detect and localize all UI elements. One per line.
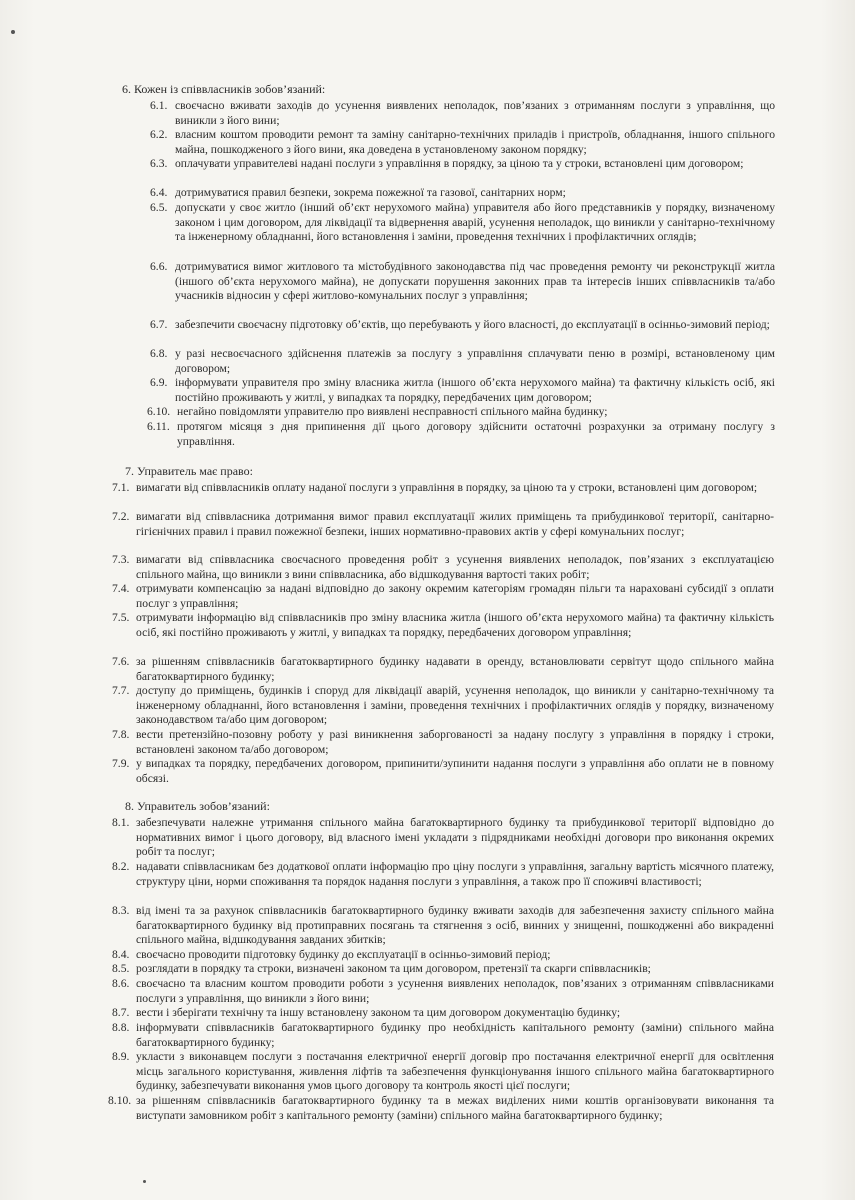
item-number: 6.10. — [147, 405, 171, 418]
item-number: 7.6. — [112, 655, 130, 668]
item-number: 7.2. — [112, 510, 130, 523]
item-number: 6.7. — [150, 318, 168, 331]
list-item: від імені та за рахунок співвласників багатоквартирного будинку вживати заходів для забезпечення захисту спільного майна багатоквартирного будинку від протиправних посягань та стягнення з осіб, винних у знищенні, пошкодженні або викраденні спільного майна, відшкодування завданих збитків; — [136, 904, 774, 947]
list-item: за рішенням співвласників багатоквартирного будинку та в межах виділених ними коштів організовувати виконання та виступати замовником робіт з капітального ремонту (заміни) спільного майна багатоквартирного будинку; — [136, 1094, 774, 1122]
list-item: інформувати співвласників багатоквартирного будинку про необхідність капітального ремонту (заміни) спільного майна багатоквартирного будинку; — [136, 1021, 774, 1049]
list-item: дотримуватися вимог житлового та містобудівного законодавства під час проведення ремонту чи реконструкції житла (іншого об’єкта нерухомого майна), не допускати порушення законних прав та інтересів інших співвласників та/або учасників відносин у сфері житлово-комунальних послуг з управління; — [175, 260, 775, 303]
list-item: протягом місяця з дня припинення дії цього договору здійснити остаточні розрахунки за отриману послугу з управління. — [177, 420, 775, 448]
list-item: отримувати компенсацію за надані відповідно до закону окремим категоріям громадян пільги та нараховані субсидії з оплати послуг з управління; — [136, 582, 774, 610]
item-number: 8.8. — [112, 1021, 130, 1034]
item-number: 6.4. — [150, 186, 168, 199]
list-item: інформувати управителя про зміну власника житла (іншого об’єкта нерухомого майна) та фактичну кількість осіб, які постійно проживають у житлі, у випадках та порядку, передбачених цим договором; — [175, 376, 775, 404]
list-item: своєчасно та власним коштом проводити роботи з усунення виявлених неполадок, пов’язаних з отриманням співвласниками послуги з управління, що виникли з його вини; — [136, 977, 774, 1005]
item-number: 7.4. — [112, 582, 130, 595]
item-number: 8.5. — [112, 962, 130, 975]
item-number: 7.5. — [112, 611, 130, 624]
item-number: 6.3. — [150, 157, 168, 170]
list-item: отримувати інформацію від співвласників про зміну власника житла (іншого об’єкта нерухомого майна) та фактичну кількість осіб, які постійно проживають у житлі, у випадках та порядку, передбачених договором управління; — [136, 611, 774, 639]
item-number: 7.1. — [112, 481, 130, 494]
list-item: дотримуватися правил безпеки, зокрема пожежної та газової, санітарних норм; — [175, 186, 566, 199]
list-item: допускати у своє житло (інший об’єкт нерухомого майна) управителя або його представників у порядку, визначеному законом і цим договором, для ліквідації та відвернення аварій, усунення неполадок, що виникли у санітарно-технічному та інженерному обладнанні, його встановлення і заміни, проведення технічних і профілактичних оглядів; — [175, 201, 775, 244]
item-number: 8.2. — [112, 860, 130, 873]
item-number: 6.5. — [150, 201, 168, 214]
list-item: укласти з виконавцем послуги з постачання електричної енергії договір про постачання електричної енергії для освітлення місць загального користування, живлення ліфтів та забезпечення функціонування іншого спільного майна багатоквартирного будинку, забезпечувати виконання умов цього договору та контроль якості цієї послуги; — [136, 1050, 774, 1093]
list-item: у разі несвоєчасного здійснення платежів за послугу з управління сплачувати пеню в розмірі, встановленому цим договором; — [175, 347, 775, 375]
item-number: 6.6. — [150, 260, 168, 273]
item-number: 8.1. — [112, 816, 130, 829]
item-number: 8.6. — [112, 977, 130, 990]
item-number: 6.8. — [150, 347, 168, 360]
list-item: вести і зберігати технічну та іншу встановлену законом та цим договором документацію будинку; — [136, 1006, 621, 1019]
item-number: 6.1. — [150, 99, 168, 112]
list-item: вести претензійно-позовну роботу у разі виникнення заборгованості за надану послугу з управління в порядку і строки, встановлені законом та/або договором; — [136, 728, 774, 756]
item-number: 7.8. — [112, 728, 130, 741]
list-item: надавати співвласникам без додаткової оплати інформацію про ціну послуги з управління, загальну вартість місячного платежу, структуру ціни, норми споживання та порядок надання послуги з управління, а також про її споживчі властивості; — [136, 860, 774, 888]
list-item: оплачувати управителеві надані послуги з управління в порядку, за ціною та у строки, встановлені цим договором; — [175, 157, 744, 170]
list-item: доступу до приміщень, будинків і споруд для ліквідації аварій, усунення неполадок, що виникли у санітарно-технічному та інженерному обладнанні, його встановлення і заміни, проведення технічних і профілактичних оглядів у порядку, визначеному законодавством та/або цим договором; — [136, 684, 774, 727]
list-item: забезпечувати належне утримання спільного майна багатоквартирного будинку та прибудинкової території відповідно до нормативних вимог і цього договору, від власного імені укладати з підрядниками необхідні договори про виконання окремих робіт та послуг; — [136, 816, 774, 859]
item-number: 7.9. — [112, 757, 130, 770]
list-item: власним коштом проводити ремонт та заміну санітарно-технічних приладів і пристроїв, обладнання, іншого спільного майна, пошкодженого з його вини, яка доведена в установленому законом порядку; — [175, 128, 775, 156]
section-heading: 7. Управитель має право: — [125, 464, 253, 478]
item-number: 6.11. — [147, 420, 170, 433]
list-item: у випадках та порядку, передбачених договором, припинити/зупинити надання послуги з управління або оплати не в повному обсязі. — [136, 757, 774, 785]
item-number: 8.9. — [112, 1050, 130, 1063]
list-item: вимагати від співвласників оплату наданої послуги з управління в порядку, за ціною та у строки, встановлені цим договором; — [136, 481, 758, 494]
list-item: своєчасно проводити підготовку будинку до експлуатації в осінньо-зимовий період; — [136, 948, 551, 961]
item-number: 7.7. — [112, 684, 130, 697]
item-number: 6.2. — [150, 128, 168, 141]
item-number: 8.4. — [112, 948, 130, 961]
section-heading: 8. Управитель зобов’язаний: — [125, 799, 270, 813]
list-item: за рішенням співвласників багатоквартирного будинку надавати в оренду, встановлювати сервітут щодо спільного майна багатоквартирного будинку; — [136, 655, 774, 683]
list-item: своєчасно вживати заходів до усунення виявлених неполадок, пов’язаних з отриманням послуги з управління, що виникли з його вини; — [175, 99, 775, 127]
section-heading: 6. Кожен із співвласників зобов’язаний: — [122, 82, 326, 96]
item-number: 7.3. — [112, 553, 130, 566]
scan-speck — [11, 30, 15, 34]
list-item: забезпечити своєчасну підготовку об’єктів, що перебувають у його власності, до експлуатації в осінньо-зимовий період; — [175, 318, 770, 331]
item-number: 8.7. — [112, 1006, 130, 1019]
item-number: 8.3. — [112, 904, 130, 917]
list-item: розглядати в порядку та строки, визначені законом та цим договором, претензії та скарги співвласників; — [136, 962, 651, 975]
list-item: негайно повідомляти управителю про виявлені несправності спільного майна будинку; — [177, 405, 608, 418]
list-item: вимагати від співвласника своєчасного проведення робіт з усунення виявлених неполадок, пов’язаних з експлуатацією спільного майна, що виникли з вини співвласника, або відшкодування вартості таких робіт; — [136, 553, 774, 581]
item-number: 6.9. — [150, 376, 168, 389]
item-number: 8.10. — [108, 1094, 132, 1107]
list-item: вимагати від співвласника дотримання вимог правил експлуатації жилих приміщень та прибудинкової території, санітарно-гігієнічних правил і правил пожежної безпеки, інших нормативно-правових актів у сфері комунальних послуг; — [136, 510, 774, 538]
scan-speck — [143, 1180, 146, 1183]
